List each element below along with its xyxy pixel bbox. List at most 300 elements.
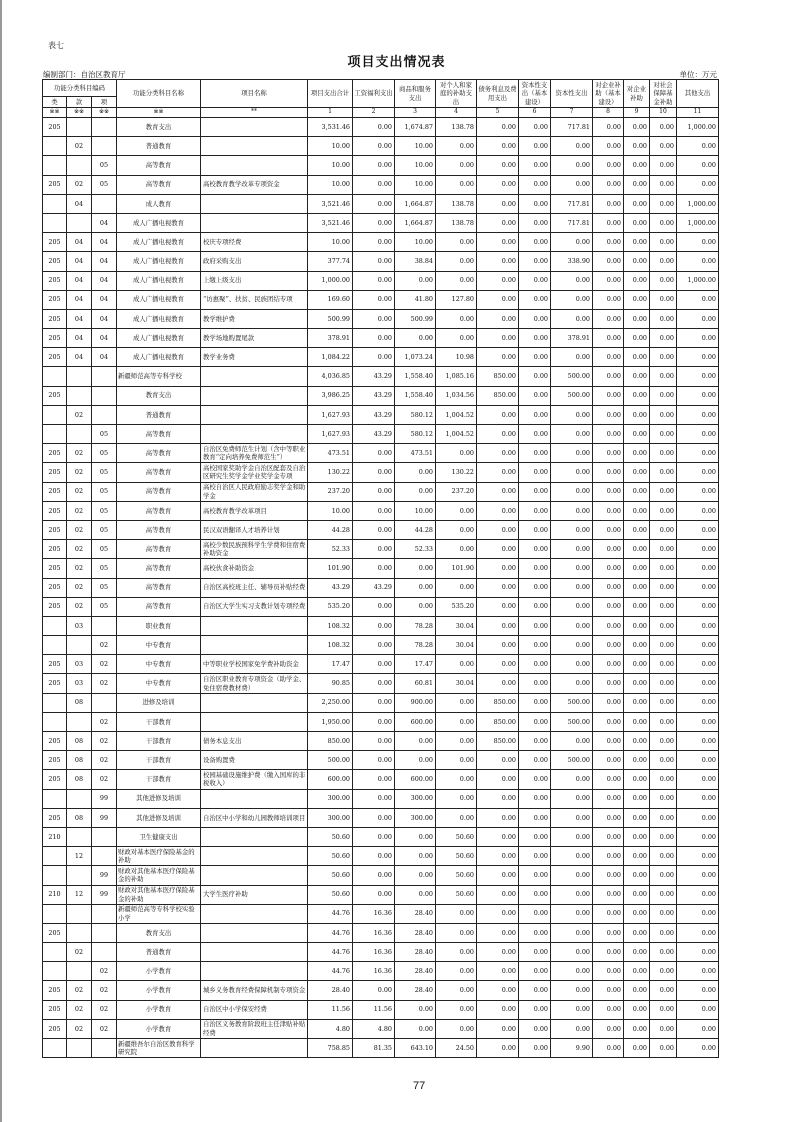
cell-xiang xyxy=(92,616,117,635)
cell-amount-col-11: 0.00 xyxy=(677,540,719,559)
cell-amount-col-1: 44.76 xyxy=(308,943,353,962)
cell-amount-col-9: 0.00 xyxy=(624,904,650,923)
cell-amount-col-4: 0.00 xyxy=(436,693,477,712)
cell-amount-col-9: 0.00 xyxy=(624,616,650,635)
cell-amount-col-8: 0.00 xyxy=(593,943,624,962)
cell-amount-col-5: 0.00 xyxy=(477,636,519,655)
cell-amount-col-10: 0.00 xyxy=(650,655,677,674)
cell-amount-col-7: 0.00 xyxy=(551,444,593,463)
cell-project-name: 大学生医疗补助 xyxy=(201,885,308,904)
cell-xiang: 04 xyxy=(92,252,117,271)
cell-amount-col-1: 10.00 xyxy=(308,175,353,194)
table-row xyxy=(43,559,719,578)
cell-amount-col-8: 0.00 xyxy=(593,271,624,290)
cell-func-name: 其他进修及培训 xyxy=(117,808,201,827)
cell-amount-col-4: 0.00 xyxy=(436,444,477,463)
cell-amount-col-1: 11.56 xyxy=(308,1000,353,1019)
cell-amount-col-4: 50.60 xyxy=(436,827,477,846)
cell-amount-col-7: 0.00 xyxy=(551,674,593,693)
cell-amount-col-2: 0.00 xyxy=(353,444,395,463)
cell-func-name: 高等教育 xyxy=(117,559,201,578)
cell-amount-col-11: 0.00 xyxy=(677,981,719,1000)
cell-amount-col-7: 378.91 xyxy=(551,329,593,348)
cell-project-name xyxy=(201,156,308,175)
cell-amount-col-9: 0.00 xyxy=(624,636,650,655)
department-label: 编制部门：自治区教育厅 xyxy=(43,70,126,79)
cell-amount-col-11: 1,000.00 xyxy=(677,118,719,137)
cell-amount-col-6: 0.00 xyxy=(519,348,551,367)
cell-lei: 205 xyxy=(43,271,67,290)
cell-amount-col-4: 237.20 xyxy=(436,482,477,501)
cell-kuan xyxy=(67,789,92,808)
cell-amount-col-4: 0.00 xyxy=(436,943,477,962)
cell-amount-col-6: 0.00 xyxy=(519,655,551,674)
table-row xyxy=(43,233,719,252)
cell-amount-col-7: 0.00 xyxy=(551,923,593,942)
cell-amount-col-2: 0.00 xyxy=(353,559,395,578)
cell-amount-col-11: 0.00 xyxy=(677,789,719,808)
cell-amount-col-8: 0.00 xyxy=(593,348,624,367)
table-row xyxy=(43,616,719,635)
cell-amount-col-5: 0.00 xyxy=(477,348,519,367)
cell-amount-col-2: 0.00 xyxy=(353,693,395,712)
cell-amount-col-11: 0.00 xyxy=(677,386,719,405)
cell-project-name xyxy=(201,367,308,386)
cell-xiang: 99 xyxy=(92,885,117,904)
cell-amount-col-5: 0.00 xyxy=(477,981,519,1000)
cell-amount-col-3: 78.28 xyxy=(395,636,436,655)
cell-xiang: 04 xyxy=(92,329,117,348)
cell-func-name: 高等教育 xyxy=(117,444,201,463)
table-row xyxy=(43,981,719,1000)
cell-amount-col-6: 0.00 xyxy=(519,252,551,271)
cell-kuan: 08 xyxy=(67,770,92,789)
table-row xyxy=(43,463,719,482)
cell-amount-col-2: 11.56 xyxy=(353,1000,395,1019)
cell-lei: 205 xyxy=(43,463,67,482)
cell-amount-col-6: 0.00 xyxy=(519,501,551,520)
cell-amount-col-5: 0.00 xyxy=(477,885,519,904)
cell-amount-col-4: 0.00 xyxy=(436,789,477,808)
table-row xyxy=(43,175,719,194)
cell-amount-col-7: 0.00 xyxy=(551,636,593,655)
cell-amount-col-5: 0.00 xyxy=(477,597,519,616)
cell-kuan: 08 xyxy=(67,751,92,770)
cell-kuan xyxy=(67,923,92,942)
cell-amount-col-2: 0.00 xyxy=(353,482,395,501)
table-row xyxy=(43,482,719,501)
cell-func-name: 高等教育 xyxy=(117,520,201,539)
cell-amount-col-2: 43.29 xyxy=(353,367,395,386)
cell-amount-col-9: 0.00 xyxy=(624,962,650,981)
cell-amount-col-4: 1,034.56 xyxy=(436,386,477,405)
cell-amount-col-11: 0.00 xyxy=(677,597,719,616)
cell-amount-col-2: 0.00 xyxy=(353,463,395,482)
cell-amount-col-5: 0.00 xyxy=(477,329,519,348)
cell-amount-col-10: 0.00 xyxy=(650,213,677,232)
cell-amount-col-3: 1,073.24 xyxy=(395,348,436,367)
cell-amount-col-8: 0.00 xyxy=(593,674,624,693)
cell-amount-col-3: 1,664.87 xyxy=(395,194,436,213)
cell-amount-col-2: 0.00 xyxy=(353,712,395,731)
cell-func-name: 高等教育 xyxy=(117,482,201,501)
header-index-cell: 11 xyxy=(677,108,719,118)
cell-amount-col-6: 0.00 xyxy=(519,943,551,962)
cell-amount-col-5: 0.00 xyxy=(477,156,519,175)
cell-amount-col-7: 717.81 xyxy=(551,194,593,213)
cell-amount-col-8: 0.00 xyxy=(593,962,624,981)
cell-amount-col-4: 0.00 xyxy=(436,309,477,328)
cell-amount-col-8: 0.00 xyxy=(593,175,624,194)
cell-kuan: 02 xyxy=(67,520,92,539)
cell-amount-col-4: 0.00 xyxy=(436,271,477,290)
cell-amount-col-11: 0.00 xyxy=(677,233,719,252)
cell-amount-col-2: 0.00 xyxy=(353,885,395,904)
cell-project-name xyxy=(201,386,308,405)
table-row xyxy=(43,693,719,712)
cell-amount-col-3: 900.00 xyxy=(395,693,436,712)
cell-func-name: 小学教育 xyxy=(117,981,201,1000)
cell-amount-col-8: 0.00 xyxy=(593,540,624,559)
cell-amount-col-10: 0.00 xyxy=(650,463,677,482)
cell-amount-col-1: 90.85 xyxy=(308,674,353,693)
cell-amount-col-5: 850.00 xyxy=(477,693,519,712)
cell-func-name: 教育支出 xyxy=(117,118,201,137)
cell-amount-col-6: 0.00 xyxy=(519,137,551,156)
cell-xiang: 02 xyxy=(92,981,117,1000)
table-row xyxy=(43,866,719,885)
cell-amount-col-11: 0.00 xyxy=(677,520,719,539)
cell-project-name xyxy=(201,789,308,808)
cell-lei: 205 xyxy=(43,770,67,789)
cell-xiang: 02 xyxy=(92,712,117,731)
cell-lei xyxy=(43,156,67,175)
cell-lei: 205 xyxy=(43,501,67,520)
cell-func-name: 高等教育 xyxy=(117,540,201,559)
cell-amount-col-11: 0.00 xyxy=(677,348,719,367)
cell-amount-col-1: 10.00 xyxy=(308,137,353,156)
cell-amount-col-3: 10.00 xyxy=(395,501,436,520)
cell-kuan: 04 xyxy=(67,348,92,367)
cell-amount-col-6: 0.00 xyxy=(519,866,551,885)
cell-amount-col-11: 0.00 xyxy=(677,444,719,463)
cell-amount-col-10: 0.00 xyxy=(650,693,677,712)
cell-xiang xyxy=(92,943,117,962)
table-row xyxy=(43,156,719,175)
cell-xiang xyxy=(92,923,117,942)
cell-kuan: 02 xyxy=(67,597,92,616)
cell-amount-col-8: 0.00 xyxy=(593,712,624,731)
cell-project-name xyxy=(201,137,308,156)
cell-amount-col-10: 0.00 xyxy=(650,866,677,885)
cell-project-name: 上缴上级支出 xyxy=(201,271,308,290)
cell-amount-col-5: 0.00 xyxy=(477,520,519,539)
cell-lei: 205 xyxy=(43,290,67,309)
cell-amount-col-1: 101.90 xyxy=(308,559,353,578)
cell-amount-col-10: 0.00 xyxy=(650,501,677,520)
table-row xyxy=(43,444,719,463)
cell-amount-col-9: 0.00 xyxy=(624,309,650,328)
cell-amount-col-2: 0.00 xyxy=(353,732,395,751)
cell-amount-col-4: 138.78 xyxy=(436,194,477,213)
header-func-name: 功能分类科目名称 xyxy=(117,80,201,108)
cell-kuan xyxy=(67,156,92,175)
cell-amount-col-9: 0.00 xyxy=(624,118,650,137)
cell-amount-col-11: 0.00 xyxy=(677,425,719,444)
cell-lei: 205 xyxy=(43,309,67,328)
cell-project-name xyxy=(201,693,308,712)
cell-amount-col-4: 0.00 xyxy=(436,962,477,981)
cell-amount-col-3: 44.28 xyxy=(395,520,436,539)
cell-func-name: 卫生健康支出 xyxy=(117,827,201,846)
cell-amount-col-3: 60.81 xyxy=(395,674,436,693)
cell-amount-col-5: 0.00 xyxy=(477,1019,519,1038)
cell-amount-col-4: 0.00 xyxy=(436,923,477,942)
table-row xyxy=(43,271,719,290)
cell-kuan: 02 xyxy=(67,559,92,578)
cell-amount-col-6: 0.00 xyxy=(519,847,551,866)
cell-amount-col-2: 0.00 xyxy=(353,847,395,866)
cell-amount-col-5: 0.00 xyxy=(477,943,519,962)
table-label: 表七 xyxy=(48,41,64,50)
cell-kuan: 12 xyxy=(67,885,92,904)
cell-amount-col-7: 0.00 xyxy=(551,233,593,252)
cell-amount-col-11: 0.00 xyxy=(677,329,719,348)
cell-func-name: 成人广播电视教育 xyxy=(117,348,201,367)
cell-amount-col-9: 0.00 xyxy=(624,405,650,424)
cell-amount-col-10: 0.00 xyxy=(650,367,677,386)
cell-amount-col-5: 0.00 xyxy=(477,444,519,463)
cell-kuan: 08 xyxy=(67,808,92,827)
cell-amount-col-4: 50.60 xyxy=(436,847,477,866)
cell-amount-col-1: 10.00 xyxy=(308,501,353,520)
cell-amount-col-11: 0.00 xyxy=(677,636,719,655)
cell-xiang: 02 xyxy=(92,674,117,693)
table-row xyxy=(43,1019,719,1038)
cell-amount-col-3: 1,674.87 xyxy=(395,118,436,137)
cell-amount-col-3: 0.00 xyxy=(395,482,436,501)
cell-amount-col-4: 0.00 xyxy=(436,904,477,923)
cell-amount-col-8: 0.00 xyxy=(593,655,624,674)
cell-project-name: 自治区职业教育专项资金（助学金、免住宿费教材费） xyxy=(201,674,308,693)
cell-xiang xyxy=(92,367,117,386)
cell-func-name: 进修及培训 xyxy=(117,693,201,712)
header-index-cell: 2 xyxy=(353,108,395,118)
cell-amount-col-4: 130.22 xyxy=(436,463,477,482)
header-index-cell: ※※ xyxy=(92,108,117,118)
cell-lei: 205 xyxy=(43,578,67,597)
cell-amount-col-11: 0.00 xyxy=(677,770,719,789)
cell-kuan: 02 xyxy=(67,1019,92,1038)
cell-lei: 205 xyxy=(43,233,67,252)
cell-amount-col-6: 0.00 xyxy=(519,118,551,137)
cell-amount-col-4: 0.00 xyxy=(436,252,477,271)
cell-func-name: 成人广播电视教育 xyxy=(117,213,201,232)
cell-amount-col-3: 600.00 xyxy=(395,770,436,789)
cell-amount-col-6: 0.00 xyxy=(519,712,551,731)
cell-amount-col-9: 0.00 xyxy=(624,156,650,175)
table-row xyxy=(43,137,719,156)
expenditure-table-wrapper xyxy=(42,79,719,1058)
cell-amount-col-4: 101.90 xyxy=(436,559,477,578)
cell-amount-col-2: 81.35 xyxy=(353,1039,395,1058)
cell-project-name: 中等职业学校国家免学费补助资金 xyxy=(201,655,308,674)
cell-kuan: 08 xyxy=(67,732,92,751)
cell-amount-col-6: 0.00 xyxy=(519,885,551,904)
cell-amount-col-3: 1,558.40 xyxy=(395,386,436,405)
cell-amount-col-2: 0.00 xyxy=(353,866,395,885)
cell-amount-col-8: 0.00 xyxy=(593,213,624,232)
cell-amount-col-6: 0.00 xyxy=(519,540,551,559)
cell-amount-col-1: 3,531.46 xyxy=(308,118,353,137)
cell-amount-col-11: 0.00 xyxy=(677,463,719,482)
cell-kuan: 02 xyxy=(67,578,92,597)
cell-kuan: 02 xyxy=(67,463,92,482)
cell-amount-col-1: 300.00 xyxy=(308,808,353,827)
header-col-4: 对个人和家庭的补助支出 xyxy=(436,80,477,108)
cell-amount-col-8: 0.00 xyxy=(593,770,624,789)
header-project-name: 项目名称 xyxy=(201,80,308,108)
cell-xiang xyxy=(92,118,117,137)
header-index-cell: 3 xyxy=(395,108,436,118)
cell-lei: 205 xyxy=(43,118,67,137)
cell-amount-col-11: 0.00 xyxy=(677,693,719,712)
header-index-row xyxy=(43,108,719,118)
cell-func-name: 财政对其他基本医疗保险基金的补助 xyxy=(117,866,201,885)
cell-amount-col-9: 0.00 xyxy=(624,290,650,309)
cell-amount-col-1: 10.00 xyxy=(308,233,353,252)
cell-amount-col-3: 0.00 xyxy=(395,866,436,885)
cell-project-name: 自治区义务教育阶段班主任津贴补贴经费 xyxy=(201,1019,308,1038)
cell-amount-col-8: 0.00 xyxy=(593,501,624,520)
table-row xyxy=(43,348,719,367)
cell-amount-col-10: 0.00 xyxy=(650,252,677,271)
cell-amount-col-6: 0.00 xyxy=(519,463,551,482)
cell-amount-col-9: 0.00 xyxy=(624,732,650,751)
cell-xiang: 05 xyxy=(92,559,117,578)
cell-amount-col-7: 500.00 xyxy=(551,367,593,386)
cell-amount-col-7: 0.00 xyxy=(551,175,593,194)
cell-amount-col-1: 44.76 xyxy=(308,923,353,942)
cell-func-name: 高等教育 xyxy=(117,175,201,194)
cell-amount-col-11: 0.00 xyxy=(677,559,719,578)
cell-lei: 205 xyxy=(43,540,67,559)
cell-amount-col-4: 138.78 xyxy=(436,118,477,137)
cell-amount-col-1: 3,986.25 xyxy=(308,386,353,405)
cell-amount-col-10: 0.00 xyxy=(650,712,677,731)
cell-amount-col-1: 10.00 xyxy=(308,156,353,175)
cell-amount-col-7: 0.00 xyxy=(551,866,593,885)
cell-amount-col-6: 0.00 xyxy=(519,981,551,1000)
cell-amount-col-6: 0.00 xyxy=(519,309,551,328)
cell-amount-col-7: 0.00 xyxy=(551,808,593,827)
cell-amount-col-5: 0.00 xyxy=(477,923,519,942)
cell-amount-col-9: 0.00 xyxy=(624,981,650,1000)
cell-xiang: 02 xyxy=(92,962,117,981)
cell-amount-col-5: 0.00 xyxy=(477,904,519,923)
cell-amount-col-4: 0.00 xyxy=(436,501,477,520)
cell-amount-col-2: 43.29 xyxy=(353,386,395,405)
cell-amount-col-3: 600.00 xyxy=(395,712,436,731)
cell-amount-col-2: 0.00 xyxy=(353,213,395,232)
cell-amount-col-7: 0.00 xyxy=(551,271,593,290)
cell-amount-col-8: 0.00 xyxy=(593,463,624,482)
cell-amount-col-4: 0.00 xyxy=(436,981,477,1000)
cell-amount-col-7: 0.00 xyxy=(551,156,593,175)
cell-xiang: 04 xyxy=(92,213,117,232)
cell-amount-col-10: 0.00 xyxy=(650,1019,677,1038)
cell-amount-col-7: 0.00 xyxy=(551,655,593,674)
cell-kuan: 04 xyxy=(67,290,92,309)
cell-amount-col-9: 0.00 xyxy=(624,1000,650,1019)
cell-amount-col-5: 0.00 xyxy=(477,808,519,827)
cell-project-name: 教学维护费 xyxy=(201,309,308,328)
cell-amount-col-4: 0.00 xyxy=(436,770,477,789)
table-body xyxy=(43,118,719,1058)
cell-xiang: 05 xyxy=(92,520,117,539)
cell-amount-col-6: 0.00 xyxy=(519,367,551,386)
header-index-cell: 6 xyxy=(519,108,551,118)
cell-kuan xyxy=(67,425,92,444)
cell-amount-col-3: 28.40 xyxy=(395,943,436,962)
cell-func-name: 成人教育 xyxy=(117,194,201,213)
cell-xiang: 05 xyxy=(92,540,117,559)
cell-amount-col-10: 0.00 xyxy=(650,751,677,770)
cell-amount-col-1: 758.85 xyxy=(308,1039,353,1058)
cell-amount-col-10: 0.00 xyxy=(650,444,677,463)
cell-amount-col-11: 0.00 xyxy=(677,712,719,731)
cell-amount-col-9: 0.00 xyxy=(624,712,650,731)
cell-amount-col-5: 0.00 xyxy=(477,827,519,846)
cell-amount-col-8: 0.00 xyxy=(593,636,624,655)
cell-amount-col-7: 9.90 xyxy=(551,1039,593,1058)
cell-amount-col-1: 3,521.46 xyxy=(308,213,353,232)
cell-xiang: 05 xyxy=(92,444,117,463)
cell-amount-col-5: 850.00 xyxy=(477,367,519,386)
cell-amount-col-8: 0.00 xyxy=(593,425,624,444)
cell-amount-col-10: 0.00 xyxy=(650,674,677,693)
cell-amount-col-2: 0.00 xyxy=(353,309,395,328)
cell-func-name: 干部教育 xyxy=(117,732,201,751)
table-row xyxy=(43,329,719,348)
cell-amount-col-7: 500.00 xyxy=(551,712,593,731)
cell-amount-col-10: 0.00 xyxy=(650,309,677,328)
cell-project-name: 高校教育教学改革项目 xyxy=(201,501,308,520)
cell-lei: 205 xyxy=(43,674,67,693)
header-kuan: 款 xyxy=(67,97,92,108)
cell-amount-col-9: 0.00 xyxy=(624,751,650,770)
cell-amount-col-11: 0.00 xyxy=(677,827,719,846)
cell-xiang: 05 xyxy=(92,578,117,597)
cell-func-name: 干部教育 xyxy=(117,712,201,731)
cell-amount-col-1: 377.74 xyxy=(308,252,353,271)
cell-amount-col-4: 0.00 xyxy=(436,808,477,827)
header-col-11: 其他支出 xyxy=(677,80,719,108)
cell-amount-col-7: 0.00 xyxy=(551,616,593,635)
cell-amount-col-2: 0.00 xyxy=(353,655,395,674)
cell-kuan: 03 xyxy=(67,674,92,693)
cell-amount-col-4: 0.00 xyxy=(436,1019,477,1038)
cell-xiang: 04 xyxy=(92,271,117,290)
cell-amount-col-1: 50.60 xyxy=(308,866,353,885)
cell-amount-col-4: 30.04 xyxy=(436,616,477,635)
cell-amount-col-1: 850.00 xyxy=(308,732,353,751)
cell-func-name: 成人广播电视教育 xyxy=(117,309,201,328)
table-row xyxy=(43,923,719,942)
cell-lei: 205 xyxy=(43,559,67,578)
cell-amount-col-2: 0.00 xyxy=(353,348,395,367)
table-row xyxy=(43,386,719,405)
